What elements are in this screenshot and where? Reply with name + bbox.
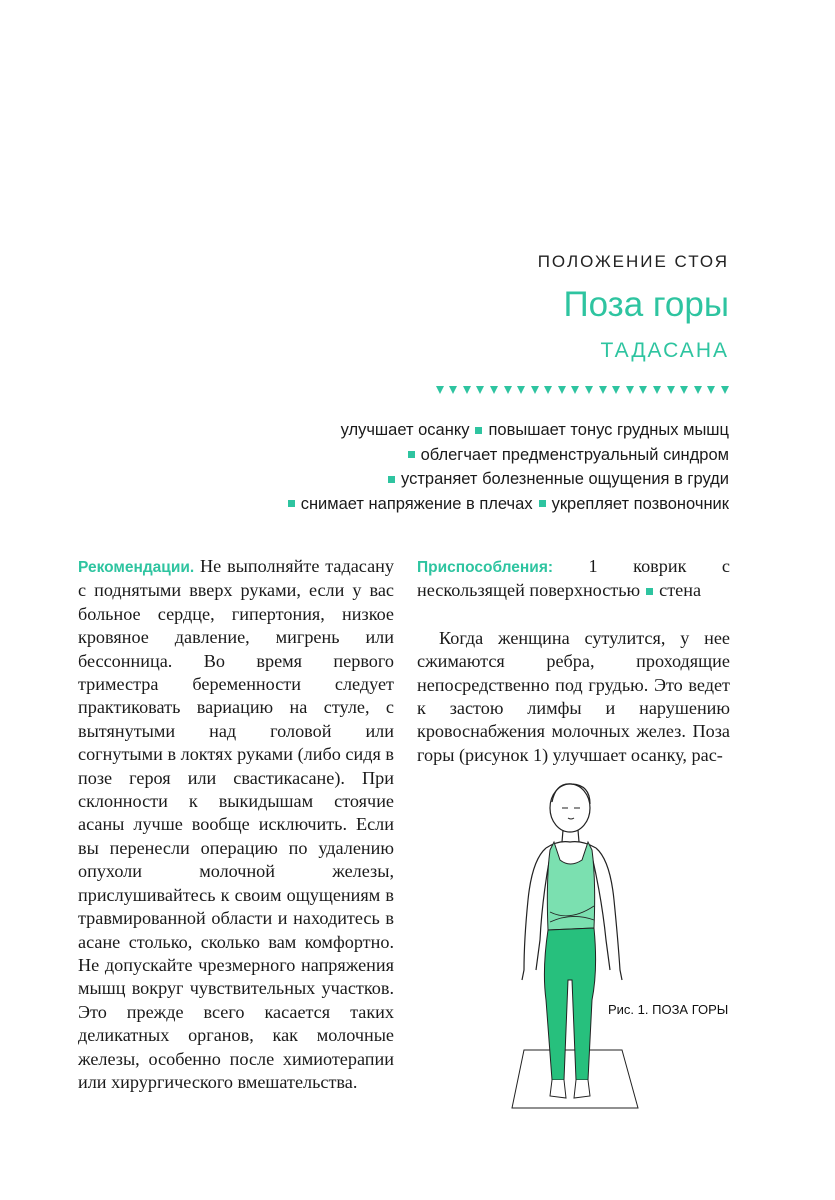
- benefit-item: укрепляет позвоночник: [551, 494, 729, 513]
- benefit-line: [282, 418, 729, 443]
- triangle-icon: [436, 386, 444, 394]
- recommendations-text: Не выполняйте тадасану с поднятыми вверх руками, если у вас больное сердце, гипертония, низкое кровяное давление, мигрень или бессонница. Во время первого триместра беременности следует практиковать вариацию на стуле, с вытянутыми над головой или согнутыми в локтях руками (либо сидя в позе героя или свастикасане). При склонности к выкидышам стоячие асаны лучше вообще исключить. Если вы перенесли операцию по удалению опухоли молочной железы, прислушивайтесь к своим ощущениям в травмированной области и находитесь в асане столько, сколько вам комфортно. Не допускайте чрезмерного напряжения мышц вокруг чувствительных участков. Это прежде всего касается таких деликатных органов, как молочные железы, особенно после химиотерапии или хирургического вмешательства.: [78, 556, 395, 1092]
- figure-caption: Рис. 1. ПОЗА ГОРЫ: [608, 1002, 729, 1017]
- benefit-item: улучшает осанку: [340, 421, 470, 439]
- equipment-item: стена: [659, 580, 702, 601]
- square-bullet-icon: [539, 500, 546, 507]
- triangle-icon: [599, 386, 607, 394]
- mountain-pose-illustration: [510, 780, 640, 1115]
- triangle-icon: [626, 386, 634, 394]
- triangle-icon: [490, 386, 498, 394]
- square-bullet-icon: [646, 588, 653, 595]
- triangle-icon: [463, 386, 471, 394]
- triangle-icon: [517, 386, 525, 394]
- recommendations-label: Рекомендации.: [78, 559, 195, 576]
- page-subtitle: ТАДАСАНА: [600, 339, 729, 362]
- triangle-icon: [612, 386, 620, 394]
- triangle-icon: [449, 386, 457, 394]
- recommendations-paragraph: [78, 555, 394, 1094]
- equipment-label: Приспособления:: [417, 559, 554, 576]
- recommendations-column: [78, 555, 394, 1094]
- benefits-list: [282, 418, 729, 516]
- square-bullet-icon: [475, 427, 482, 434]
- triangle-icon: [585, 386, 593, 394]
- triangle-icon: [667, 386, 675, 394]
- triangle-divider: [436, 386, 729, 394]
- triangle-icon: [504, 386, 512, 394]
- triangle-icon: [476, 386, 484, 394]
- benefit-item: устраняет болезненные ощущения в груди: [401, 470, 729, 488]
- triangle-icon: [571, 386, 579, 394]
- triangle-icon: [531, 386, 539, 394]
- square-bullet-icon: [408, 451, 415, 458]
- body-paragraph: Когда женщина сутулится, у нее сжимаются ребра, проходящие непосредственно под грудью. Это ведет к застою лимфы и нарушению кровоснабжения молочных желез. Поза горы (рисунок 1) улучшает осанку, рас-: [417, 627, 730, 765]
- pants: [544, 928, 595, 1080]
- triangle-icon: [707, 386, 715, 394]
- triangle-icon: [721, 386, 729, 394]
- square-bullet-icon: [288, 500, 295, 507]
- benefit-line: [282, 443, 729, 468]
- page-title: Поза горы: [563, 285, 729, 324]
- triangle-icon: [653, 386, 661, 394]
- equipment-item: 1 коврик с нескользящей поверхностью: [417, 556, 730, 601]
- square-bullet-icon: [388, 476, 395, 483]
- triangle-icon: [544, 386, 552, 394]
- benefit-line: [282, 492, 729, 517]
- triangle-icon: [680, 386, 688, 394]
- equipment-paragraph: [417, 555, 730, 603]
- benefit-item: облегчает предменструальный синдром: [420, 445, 729, 464]
- benefit-line: [282, 467, 729, 492]
- section-heading: ПОЛОЖЕНИЕ СТОЯ: [537, 252, 729, 271]
- triangle-icon: [639, 386, 647, 394]
- triangle-icon: [694, 386, 702, 394]
- triangle-icon: [558, 386, 566, 394]
- benefit-item: снимает напряжение в плечах: [300, 494, 533, 513]
- benefit-item: повышает тонус грудных мышц: [488, 421, 729, 439]
- right-column: [417, 555, 730, 767]
